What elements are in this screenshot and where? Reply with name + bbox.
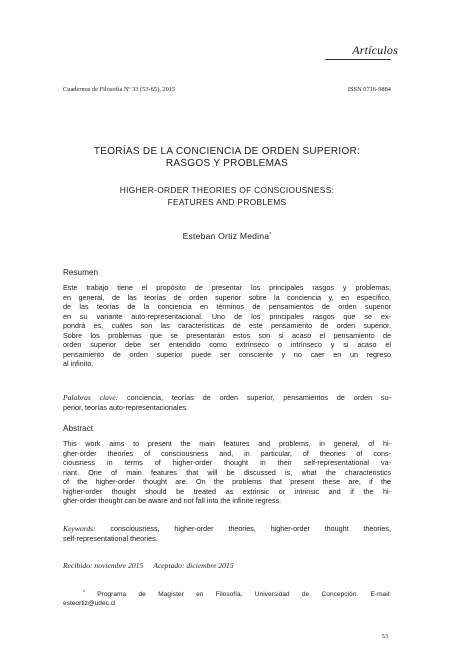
footnote-mark: * xyxy=(83,590,85,596)
received-date: Recibido: noviembre 2015 xyxy=(63,561,144,570)
resumen-line: Este trabajo tiene el propósito de presentar los principales rasgos y problemas, xyxy=(63,283,391,292)
palabras-clave-label: Palabras clave: xyxy=(63,393,119,402)
abstract-body xyxy=(63,439,391,506)
resumen-line: al infinito. xyxy=(63,359,94,368)
title-spanish-line: TEORÍAS DE LA CONCIENCIA DE ORDEN SUPERIOR: xyxy=(93,146,361,157)
author-name: Esteban Ortiz Medina xyxy=(182,231,270,241)
author-footnote-mark: * xyxy=(269,232,272,238)
title-spanish xyxy=(63,146,391,170)
resumen-line: orden superior debe ser entendido como extrínseco o intrínseco y si acaso el xyxy=(63,340,391,349)
abstract-line: of the higher-order thought are. On the problems that present these are, if the xyxy=(63,477,391,486)
footnote-line xyxy=(63,589,391,600)
title-spanish-line: RASGOS Y PROBLEMAS xyxy=(165,158,289,169)
abstract-line: gher-order theories of consciousness and, in particular, of theories of cons- xyxy=(63,448,391,458)
page-number: 53 xyxy=(381,633,388,640)
issn: ISSN 0716-9884 xyxy=(347,86,391,93)
keywords-line xyxy=(63,524,391,534)
resumen-line: en general, de las teorías de orden superior sobre la conciencia y, en específico, xyxy=(63,292,391,302)
abstract-line: riant. One of main features that will be discussed is, what the characteristics xyxy=(63,467,391,477)
resumen-line: Sobre los problemas que se presentarán estos son si acaso el pensamiento de xyxy=(63,330,391,340)
footnote-text: Programa de Magíster en Filosofía, Universidad de Concepción. E-mail: xyxy=(84,591,391,598)
keywords xyxy=(63,524,391,543)
journal-info: Cuadernos de Filosofía Nº 33 (53-65), 2015 xyxy=(63,86,176,93)
resumen-body xyxy=(63,283,391,369)
keywords-text: consciousness, higher-order theories, higher-order thought theories, xyxy=(95,524,391,533)
abstract-line: higher-order thought should be treated as extrinsic or intrinsic and if the hi- xyxy=(63,486,391,496)
resumen-heading: Resumen xyxy=(63,268,99,277)
submission-dates xyxy=(63,561,234,570)
keywords-label: Keywords: xyxy=(63,524,96,533)
title-english-line: HIGHER-ORDER THEORIES OF CONSCIOUSNESS: xyxy=(119,185,335,195)
resumen-line: de las teorías de la conciencia en términos de pensamientos de orden superior xyxy=(63,302,391,311)
palabras-clave-text: conciencia, teorías de orden superior, pensamientos de orden su- xyxy=(118,393,391,402)
title-english xyxy=(63,184,391,208)
resumen-line: pensamiento de orden superior puede ser consciente y no caer en un regreso xyxy=(63,349,391,359)
resumen-line: en su variante auto-representacional. Uno de los principales rasgos que se ex- xyxy=(63,311,391,321)
footnote-email: esteortiz@udec.cl xyxy=(63,599,116,607)
abstract-line: This work aims to present the main features and problems, in general, of hi- xyxy=(63,439,391,448)
palabras-clave xyxy=(63,393,391,412)
abstract-line: ciousness in terms of higher-order thought in their self-representational va- xyxy=(63,458,391,467)
palabras-clave-line xyxy=(63,393,391,403)
abstract-line: gher-order thought can be aware and not fall into the infinite regress. xyxy=(63,496,282,505)
title-english-line: FEATURES AND PROBLEMS xyxy=(167,197,287,207)
accepted-date: Aceptado: diciembre 2015 xyxy=(153,561,234,570)
resumen-line: pondrá es, cuáles son las características de este pensamiento de orden superior. xyxy=(63,321,391,330)
author xyxy=(63,231,391,241)
section-rule xyxy=(325,59,391,60)
section-label: Artículos xyxy=(352,43,398,57)
abstract-heading: Abstract xyxy=(63,424,94,433)
palabras-clave-line: perior, teorías auto-representacionales. xyxy=(63,402,189,412)
keywords-line: self-representational theories. xyxy=(63,533,158,543)
footnote xyxy=(63,589,391,608)
